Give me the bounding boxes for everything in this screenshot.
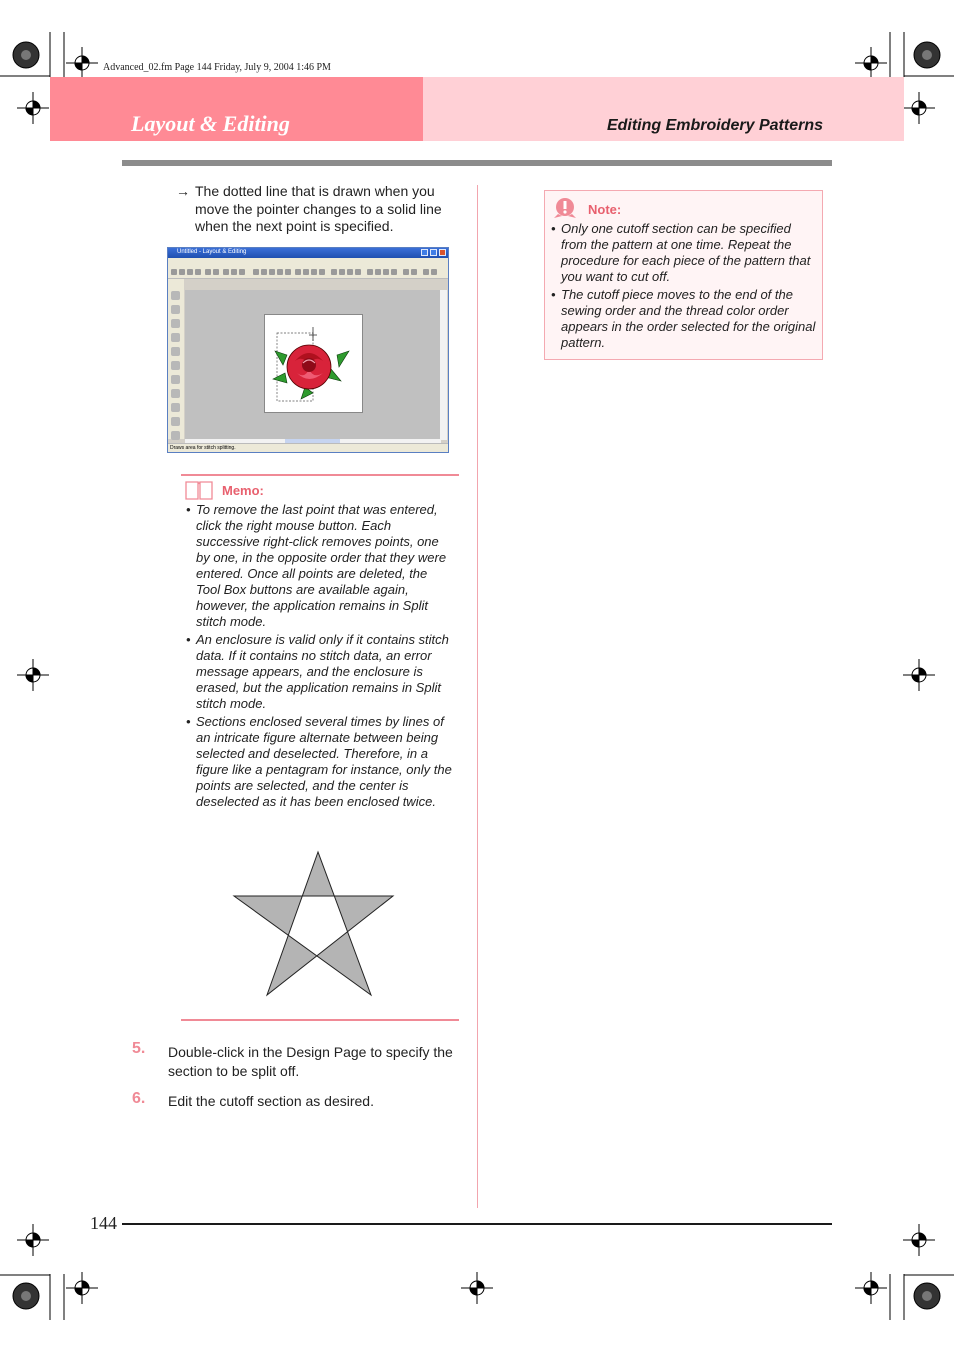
memo-item-text: To remove the last point that was entered, click the right mouse button. Each successive right-click removes points, one by one, in the opposite order that they were entered. Once all points are deleted, the Tool Box buttons are available again, however, the application remains in Split stitch mode. — [196, 502, 447, 629]
bullet: • — [186, 632, 191, 647]
memo-item-text: An enclosure is valid only if it contains stitch data. If it contains no stitch data, an error message appears, and the enclosure is erased, but the application remains in Split stitch mode. — [196, 632, 449, 711]
app-screenshot — [167, 247, 449, 453]
maximize-icon — [430, 249, 437, 256]
intro-text: The dotted line that is drawn when you move the pointer changes to a solid line when the next point is specified. — [195, 183, 442, 234]
bullet: • — [186, 714, 191, 729]
rose-embroidery-icon — [265, 315, 362, 412]
bottom-rule — [122, 1223, 832, 1225]
memo-bottom-rule — [181, 1019, 459, 1021]
toolbar — [168, 266, 448, 279]
top-rule — [122, 160, 832, 166]
status-text: Draws area for stitch splitting. — [170, 445, 236, 451]
column-separator — [477, 185, 478, 1208]
memo-item-text: Sections enclosed several times by lines of an intricate figure alternate between being selected and deselected. Therefore, in a figure like a pentagram for instance, only the points are selected, and the center is deselected as it has been enclosed twice. — [196, 714, 452, 809]
close-icon — [439, 249, 446, 256]
vertical-scrollbar — [440, 290, 447, 440]
bullet: • — [551, 221, 556, 236]
bullet: • — [186, 502, 191, 517]
memo-label: Memo: — [222, 483, 264, 498]
bullet: • — [551, 287, 556, 302]
note-item-text: The cutoff piece moves to the end of the sewing order and the thread color order appears in the order selected for the original pattern. — [561, 287, 816, 350]
note-label: Note: — [588, 202, 622, 217]
book-icon — [185, 480, 213, 500]
menu-bar — [168, 258, 448, 266]
memo-top-rule — [181, 474, 459, 476]
pentagram-figure — [230, 848, 398, 1000]
tool-box — [168, 279, 184, 439]
step-number: 6. — [132, 1090, 146, 1107]
note-item-text: Only one cutoff section can be specified from the pattern at one time. Repeat the procedure for each piece of the pattern that you want to cut off. — [561, 221, 811, 284]
window-title: Untitled - Layout & Editing — [177, 249, 247, 255]
window-title-bar — [168, 248, 448, 258]
design-page — [264, 314, 363, 413]
slug-line: Advanced_02.fm Page 144 Friday, July 9, 2004 1:46 PM — [103, 62, 331, 73]
status-bar — [168, 443, 448, 452]
page-number: 144 — [90, 1213, 117, 1233]
step-number: 5. — [132, 1040, 146, 1057]
section-title: Layout & Editing — [131, 111, 290, 136]
design-canvas — [185, 290, 441, 440]
step-text: Double-click in the Design Page to specify the section to be split off. — [168, 1044, 453, 1079]
result-arrow-icon: → — [176, 183, 190, 199]
warning-icon — [553, 197, 578, 219]
minimize-icon — [421, 249, 428, 256]
step-text: Edit the cutoff section as desired. — [168, 1093, 374, 1109]
chapter-title: Editing Embroidery Patterns — [606, 117, 823, 134]
